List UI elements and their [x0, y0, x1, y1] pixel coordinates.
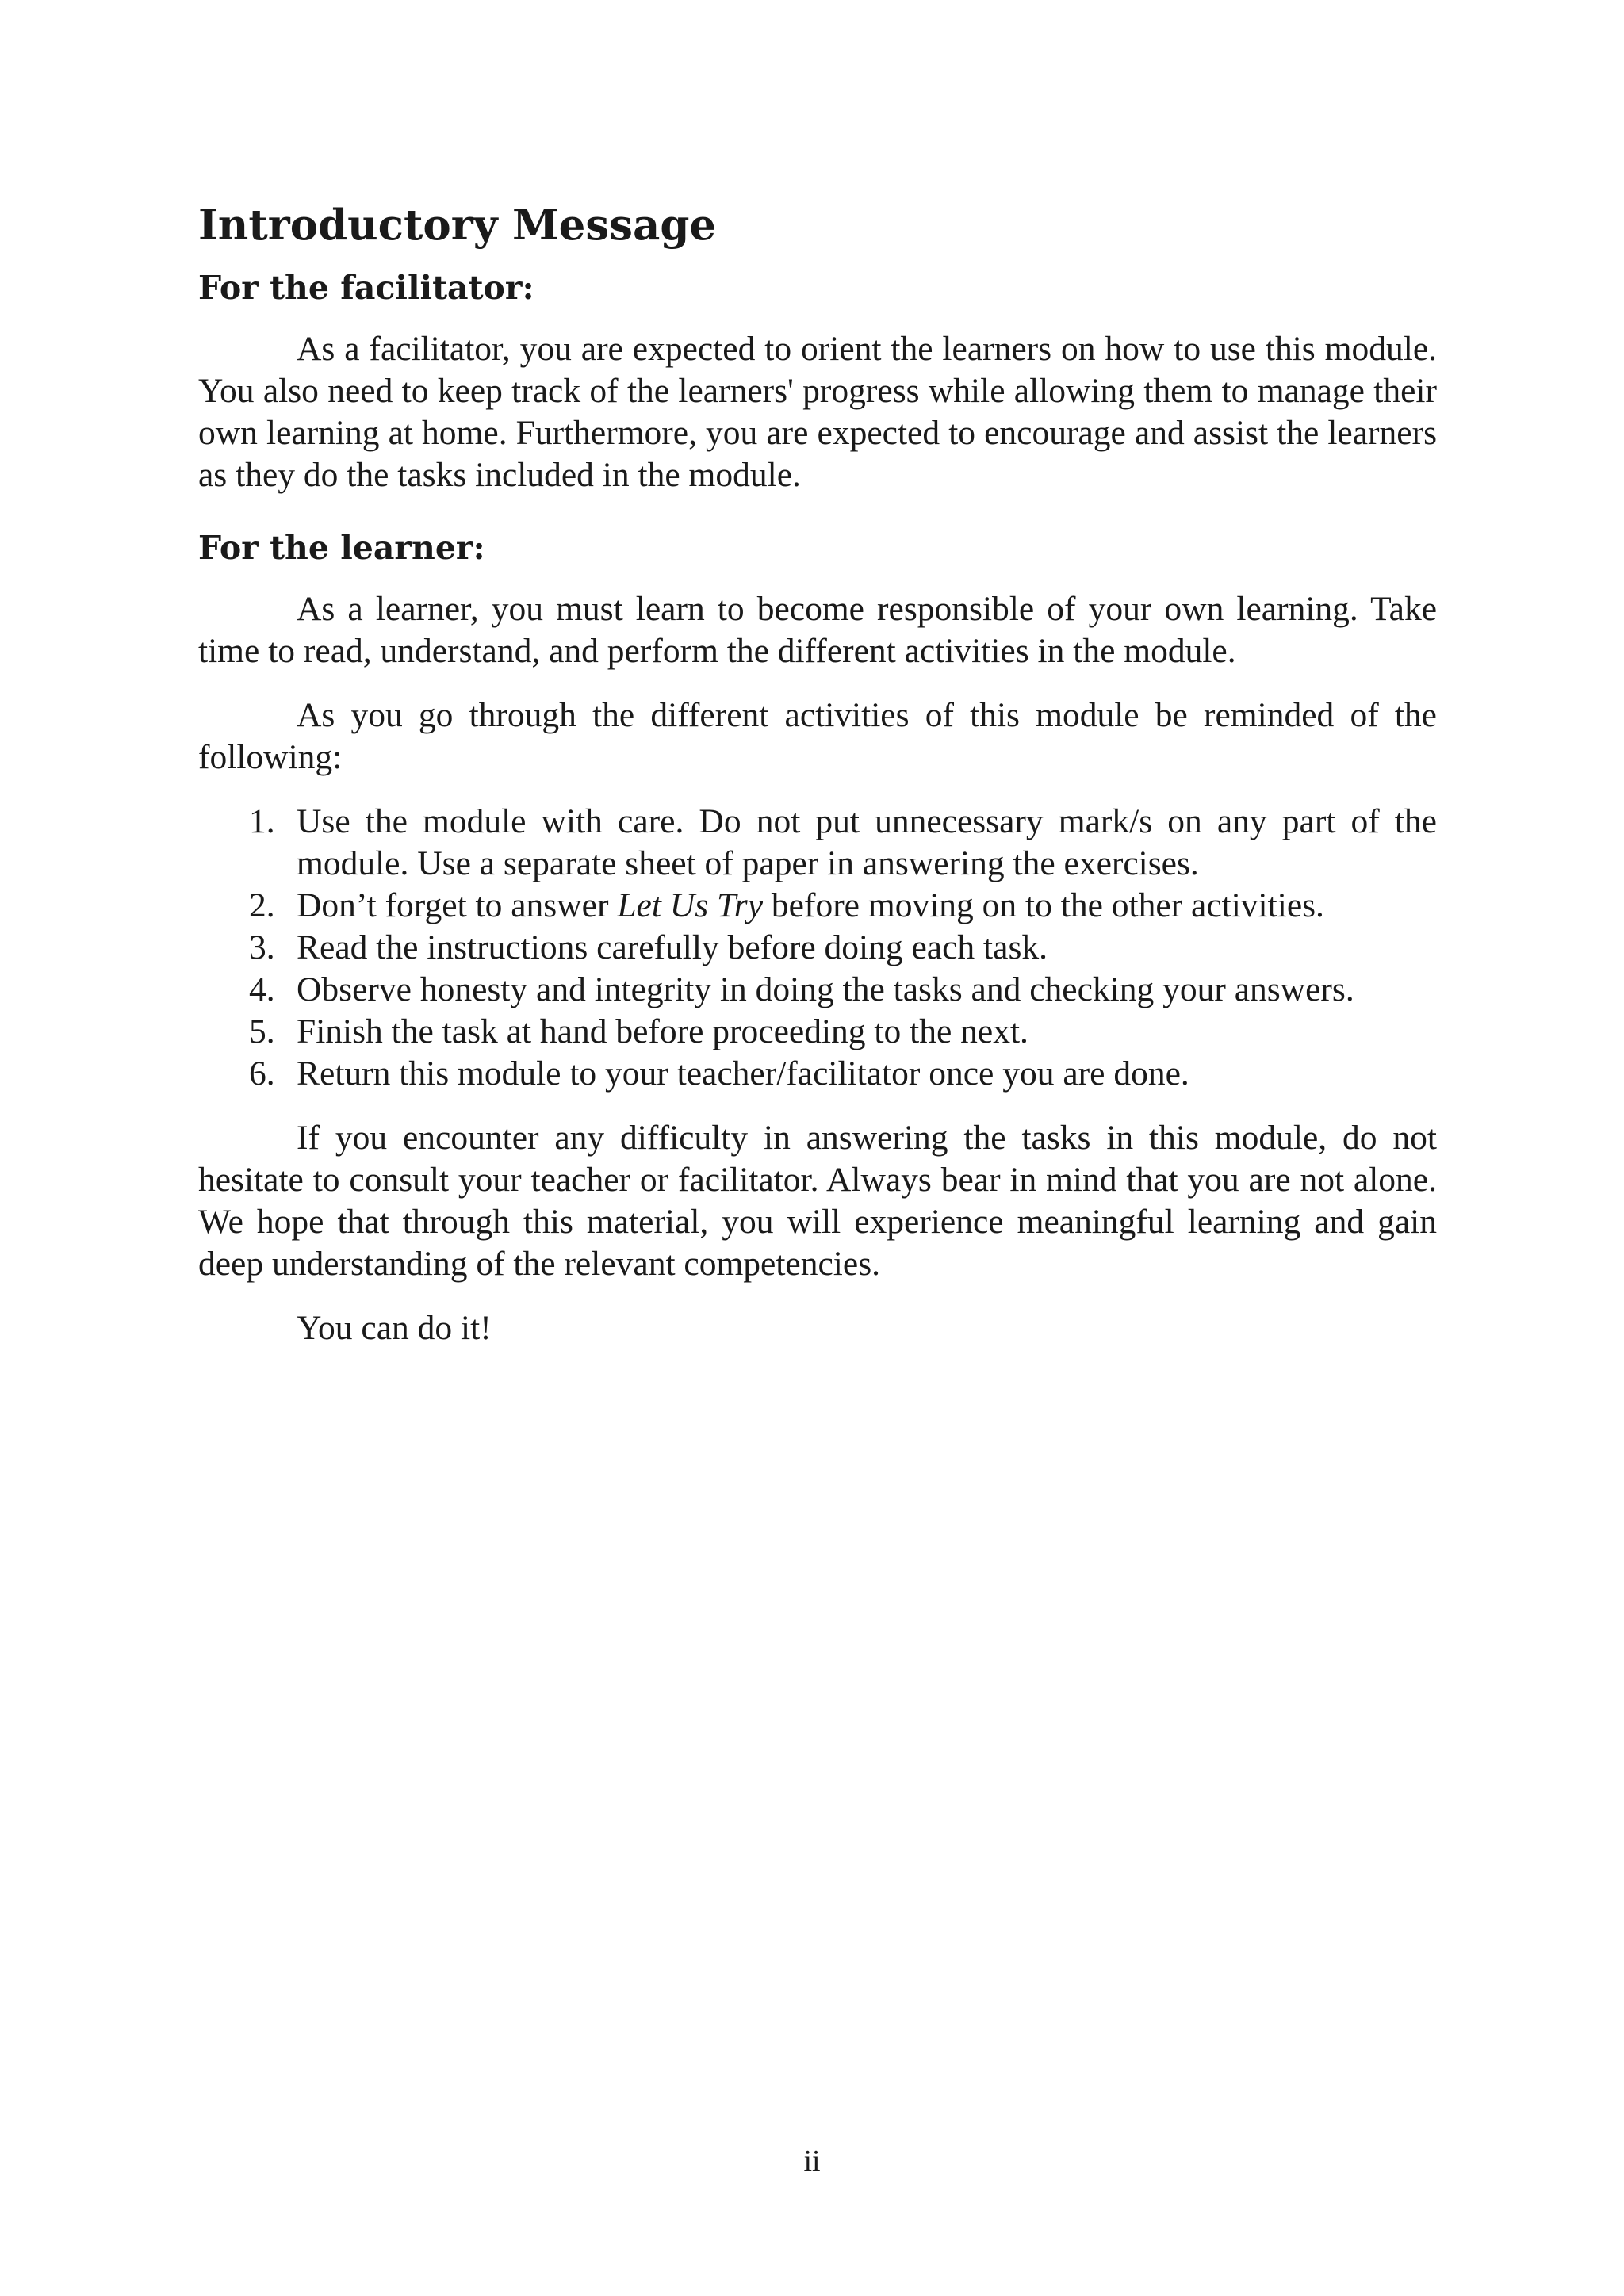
- list-item-text: Read the instructions carefully before doing each task.: [297, 928, 1048, 966]
- list-item-text: Use the module with care. Do not put unnecessary mark/s on any part of the module. Use a separate sheet of paper in answering the exercises.: [297, 802, 1437, 882]
- list-item-text: Observe honesty and integrity in doing the tasks and checking your answers.: [297, 970, 1354, 1008]
- list-item: [198, 927, 1437, 969]
- list-item-number: 4.: [249, 970, 275, 1008]
- learner-heading: For the learner:: [198, 529, 485, 567]
- learner-paragraph-3: If you encounter any difficulty in answering the tasks in this module, do not hesitate to consult your teacher or facilitator. Always bear in mind that you are not alone. We hope that through this material, you will experience meaningful learning and gain deep understanding of the relevant competencies.: [198, 1119, 1437, 1283]
- list-item-text-after: before moving on to the other activities.: [763, 886, 1324, 924]
- reminders-list: [198, 801, 1437, 1095]
- facilitator-paragraph: As a facilitator, you are expected to orient the learners on how to use this module. You also need to keep track of the learners' progress while allowing them to manage their own learning at home. Furthermore, you are expected to encourage and assist the learners as they do the tasks included in the module.: [198, 330, 1437, 494]
- list-item-text: Return this module to your teacher/facilitator once you are done.: [297, 1054, 1189, 1093]
- list-item: [198, 885, 1437, 927]
- list-item: [198, 969, 1437, 1011]
- list-item-emphasis: Let Us Try: [617, 886, 764, 924]
- facilitator-heading: For the facilitator:: [198, 269, 534, 307]
- learner-paragraph-1: As a learner, you must learn to become responsible of your own learning. Take time to read, understand, and perform the different activities in the module.: [198, 590, 1437, 670]
- list-item-text-before: Don’t forget to answer: [297, 886, 618, 924]
- list-item-number: 6.: [249, 1054, 275, 1093]
- list-item: [198, 1053, 1437, 1095]
- document-page: [198, 193, 1437, 1349]
- list-item-number: 5.: [249, 1012, 275, 1050]
- page-title: Introductory Message: [198, 201, 717, 250]
- list-item-number: 2.: [249, 886, 275, 924]
- list-item-number: 3.: [249, 928, 275, 966]
- page-number: ii: [803, 2145, 821, 2178]
- list-item-text: Finish the task at hand before proceeding to the next.: [297, 1012, 1028, 1050]
- list-item: [198, 1011, 1437, 1053]
- list-item-number: 1.: [249, 802, 275, 840]
- learner-paragraph-2: As you go through the different activities of this module be reminded of the following:: [198, 696, 1437, 776]
- list-item: [198, 801, 1437, 885]
- closing-line: You can do it!: [297, 1309, 492, 1347]
